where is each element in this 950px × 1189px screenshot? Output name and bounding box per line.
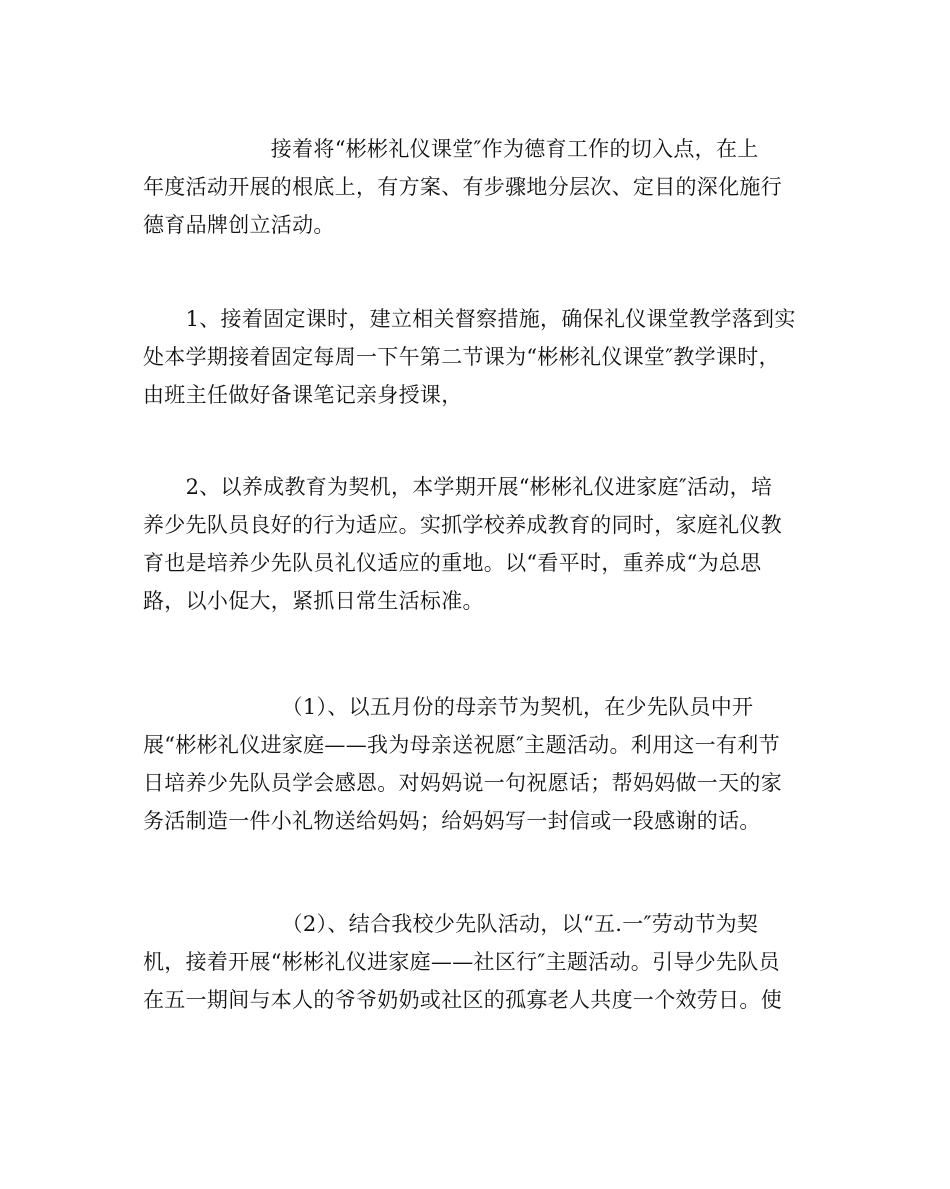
paragraph-subitem-2 <box>143 905 807 1019</box>
paragraph-item-2 <box>143 468 807 620</box>
paragraph-item-1 <box>143 300 807 414</box>
text-line: 务活制造一件小礼物送给妈妈；给妈妈写一封信或一段感谢的话。 <box>143 809 761 833</box>
text-line: （2）、结合我校少先队活动，以“五.一″劳动节为契 <box>143 912 759 936</box>
text-line: 在五一期间与本人的爷爷奶奶或社区的孤寡老人共度一个效劳日。使 <box>143 988 782 1012</box>
paragraph-intro <box>143 130 807 244</box>
text-line: 路，以小促大，紧抓日常生活标准。 <box>143 589 484 613</box>
text-line: 展“彬彬礼仪进家庭——我为母亲送祝愿″主题活动。利用这一有利节 <box>143 733 780 757</box>
text-line: 德育品牌创立活动。 <box>143 213 335 237</box>
text-line: 由班主任做好备课笔记亲身授课， <box>143 383 463 407</box>
text-line: 日培养少先队员学会感恩。对妈妈说一句祝愿话；帮妈妈做一天的家 <box>143 771 782 795</box>
text-line: 2、以养成教育为契机，本学期开展“彬彬礼仪进家庭″活动，培 <box>143 475 773 499</box>
text-line: 处本学期接着固定每周一下午第二节课为“彬彬礼仪课堂″教学课时， <box>143 345 780 369</box>
text-line: 机，接着开展“彬彬礼仪进家庭——社区行″主题活动。引导少先队员 <box>143 950 780 974</box>
text-line: 接着将“彬彬礼仪课堂″作为德育工作的切入点，在上 <box>143 137 759 161</box>
text-line: 1、接着固定课时，建立相关督察措施，确保礼仪课堂教学落到实 <box>143 307 796 331</box>
text-line: 育也是培养少先队员礼仪适应的重地。以“看平时，重养成“为总思 <box>143 551 762 575</box>
text-line: 养少先队员良好的行为适应。实抓学校养成教育的同时，家庭礼仪教 <box>143 513 782 537</box>
text-line: （1）、以五月份的母亲节为契机，在少先队员中开 <box>143 695 754 719</box>
paragraph-subitem-1 <box>143 688 807 840</box>
text-line: 年度活动开展的根底上，有方案、有步骤地分层次、定目的深化施行 <box>143 175 782 199</box>
